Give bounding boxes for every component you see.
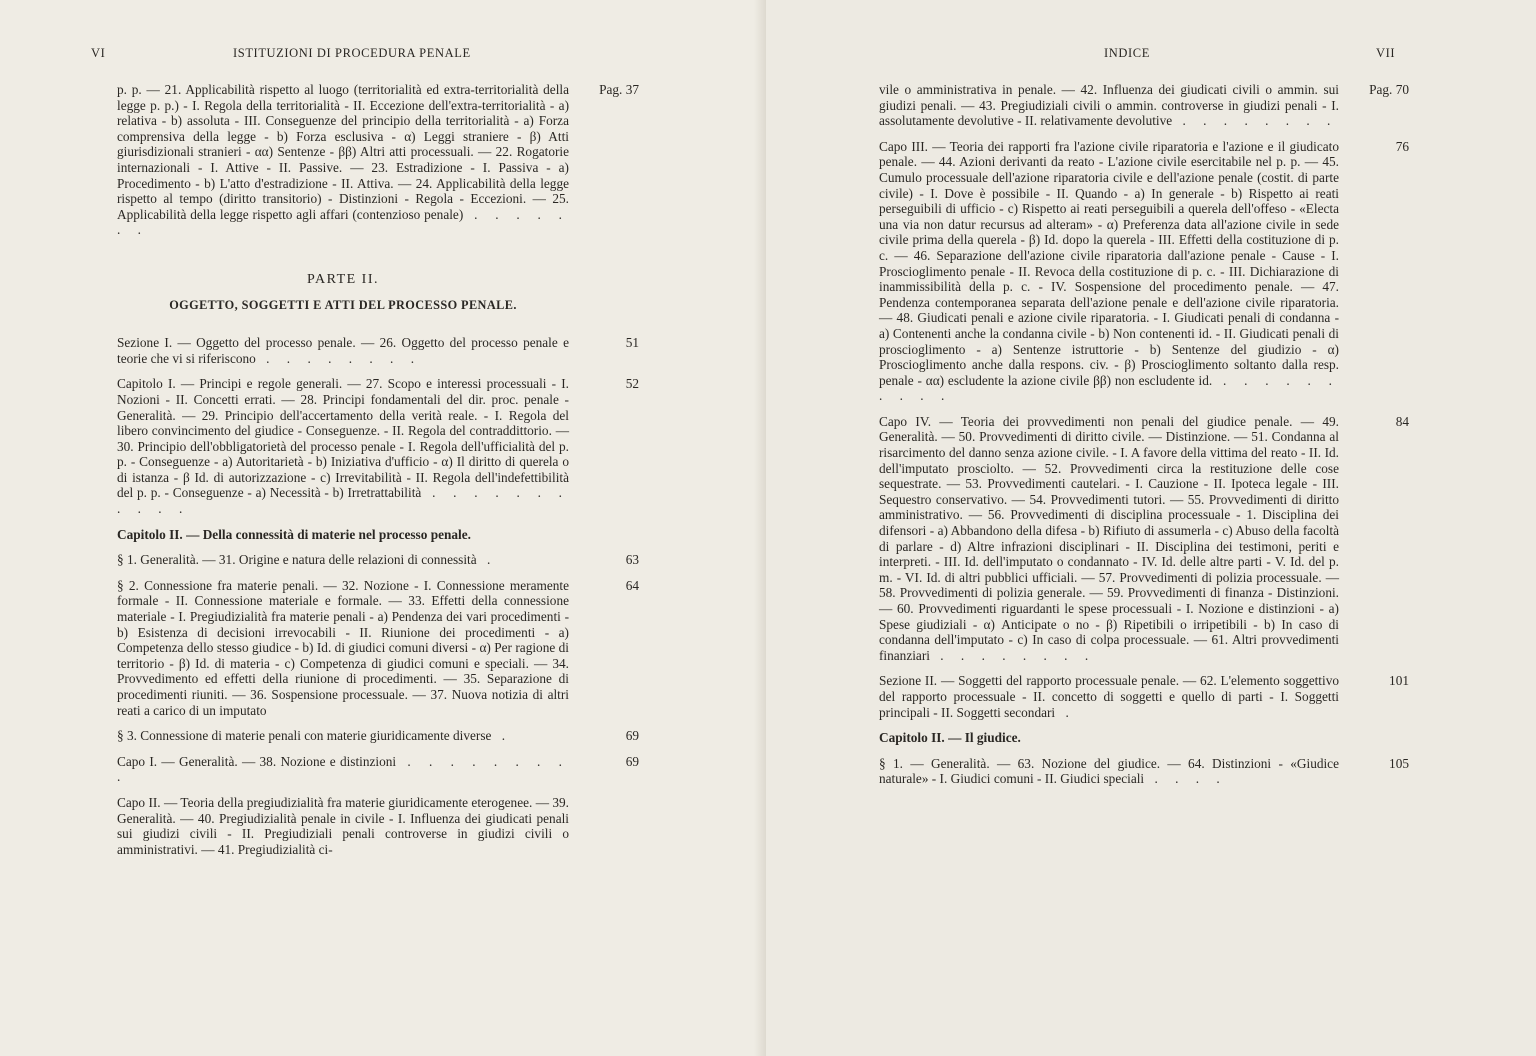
toc-entry-chapter-heading — [117, 527, 569, 543]
toc-entry-continuation: Pag. 37 p. p. — 21. Applicabilità rispetto al luogo (territorialità ed extra-territorialità della legge p. p.) - I. Regola della territorialità - II. Eccezione dell'extra-territorialità - a) relativa - b) assoluta - III. Conseguenze del principio della territorialità - a) Forza comprensiva della legge - b) Forza esclusiva - α) Leggi straniere - β) Atti giurisdizionali stranieri - αα) Sentenze - ββ) Altri atti processuali. — 22. Rogatorie internazionali - I. Attive - II. Passive. — 23. Estradizione - I. Passiva - a) Procedimento - b) L'atto d'estradizione - II. Attiva. — 24. Applicabilità della legge rispetto al tempo (diritto transitorio) - Distinzioni - Regola - Eccezioni. — 25. Applicabilità della legge rispetto agli affari (contenzioso penale) . . . . . . . — [117, 82, 639, 238]
right-running-head: INDICE — [1104, 46, 1150, 60]
toc-page-number: 64 — [625, 577, 639, 593]
toc-entry-text: § 3. Connessione di materie penali con materie giuridicamente diverse — [117, 728, 492, 744]
toc-entry-text: Capitolo II. — Della connessità di materie nel processo penale. — [117, 526, 471, 542]
toc-entry — [117, 577, 639, 718]
toc-entry-text: p. p. — 21. Applicabilità rispetto al luogo (territorialità ed extra-territorialità della legge p. p.) - I. Regola della territorialità - II. Eccezione dell'extra-territorialità - a) relativa - b) assoluta - III. Conseguenze del principio della territorialità - a) Forza comprensiva della legge - b) Forza esclusiva - α) Leggi straniere - β) Atti giurisdizionali stranieri - αα) Sentenze - ββ) Altri atti processuali. — 22. Rogatorie internazionali - I. Attive - II. Passive. — 23. Estradizione - I. Passiva - a) Procedimento - b) L'atto d'estradizione - II. Attiva. — 24. Applicabilità della legge rispetto al tempo (diritto transitorio) - Distinzioni - Regola - Eccezioni. — 25. Applicabilità della legge rispetto agli affari (contenzioso penale) — [117, 82, 569, 222]
left-page — [0, 0, 766, 1056]
toc-entry: 101 Sezione II. — Soggetti del rapporto processuale penale. — 62. L'elemento soggettivo del rapporto processuale - II. concetto di soggetti e quello di parti - I. Soggetti principali - II. Soggetti secondari . — [879, 673, 1409, 720]
right-page — [766, 0, 1536, 1056]
toc-page-number: 69 — [625, 753, 639, 769]
toc-entry-chapter-heading — [879, 730, 1339, 746]
toc-entry-text: Sezione I. — Oggetto del processo penale. — 26. Oggetto del processo penale e teorie che vi si riferiscono — [117, 335, 569, 366]
toc-page-number: 63 — [625, 552, 639, 568]
toc-entry: 69 § 3. Connessione di materie penali con materie giuridicamente diverse . — [117, 728, 639, 744]
toc-entry-text: Sezione II. — Soggetti del rapporto processuale penale. — 62. L'elemento soggettivo del rapporto processuale - II. concetto di soggetti e quello di parti - I. Soggetti principali - II. Soggetti secondari — [879, 673, 1339, 720]
right-toc-column — [879, 82, 1409, 797]
toc-entry-text: Capitolo II. — Il giudice. — [879, 730, 1021, 746]
toc-entry: 63 § 1. Generalità. — 31. Origine e natura delle relazioni di connessità . — [117, 552, 639, 568]
toc-entry — [117, 795, 569, 857]
toc-page-number: 84 — [1395, 413, 1409, 429]
part-label: PARTE II. — [306, 271, 380, 287]
toc-entry: 76 Capo III. — Teoria dei rapporti fra l'azione civile riparatoria e l'azione e il giudicato penale. — 44. Azioni derivanti da reato - L'azione civile esercitabile nel p. p. — 45. Cumulo processuale dell'azione riparatoria civile e dell'azione penale (costit. di parte civile) - I. Dove è possibile - II. Quando - a) In generale - b) Rispetto ai reati perseguibili di ufficio - c) Rispetto ai reati perseguibili a querela dell'offeso - «Electa una via non datur recursus ad alteram» - α) Preferenza data all'azione civile in sede civile prima della querela - β) Id. dopo la querela - III. Effetti della costituzione di p. c. — 46. Separazione dell'azione civile riparatoria dall'azione penale - Cause - I. Proscioglimento penale - II. Revoca della costituzione di p. c. - III. Dichiarazione di inammissibilità della p. c. - IV. Sospensione del procedimento penale. — 47. Pendenza contemporanea separata dell'azione penale e dell'azione civile riparatoria. — 48. Giudicati penali e azione civile riparatoria. - I. Giudicati penali di condanna - a) Contenenti anche la condanna civile - b) Non contenenti id. - II. Giudicati penali di proscioglimento - a) Sentenze istruttorie - b) Sentenze del giudizio - α) Proscioglimento anche dalla respons. civ. - β) Proscioglimento soltanto dalla resp. penale - αα) escludente la azione civile ββ) non escludente id. . . . . . . . . . . — [879, 138, 1409, 404]
toc-page-number: 76 — [1395, 138, 1409, 154]
toc-page-number: Pag. 70 — [1369, 82, 1409, 97]
toc-entry-text: Capo IV. — Teoria dei provvedimenti non penali del giudice penale. — 49. Generalità. — 50. Provvedimenti di diritto civile. — Distinzione. — 51. Condanna al risarcimento del danno senza azione civile. - I. A favore della vittima del reato - II. Id. dell'imputato prosciolto. — 52. Provvedimenti circa la restituzione delle cose sequestrate. — 53. Provvedimenti cautelari. - I. Cauzione - II. Ipoteca legale - III. Sequestro conservativo. — 54. Provvedimenti tutori. — 55. Provvedimenti di diritto amministrativo. — 56. Provvedimenti di disciplina processuale - 1. Disciplina dei difensori - a) Abbandono della difesa - b) Rifiuto di assumerla - c) Abuso della facoltà di parlare - d) Altre infrazioni disciplinari - II. Disciplina dei testimoni, periti e interpreti. - III. Id. dell'imputato o condannato - IV. Id. delle altre parti - V. Id. del p. m. - VI. Id. di altri pubblici ufficiali. — 57. Provvedimenti di polizia processuale. — 58. Provvedimenti di polizia generale. — 59. Provvedimenti di finanza - Distinzioni. — 60. Provvedimenti riguardanti le spese processuali - I. Nozione e distinzioni - a) Spese giudiziali - α) Anticipate o no - β) Ripetibili o irripetibili - b) In caso di condanna dell'imputato - c) In caso di colpa processuale. — 61. Altri provvedimenti finanziari — [879, 413, 1339, 663]
toc-page-number: 52 — [625, 376, 639, 392]
left-page-number: VI — [91, 46, 106, 60]
toc-entry-text: § 1. Generalità. — 31. Origine e natura delle relazioni di connessità — [117, 552, 477, 568]
toc-page-number: Pag. 37 — [599, 82, 639, 97]
toc-entry-text: vile o amministrativa in penale. — 42. Influenza dei giudicati civili o ammin. sui giudizi penali. — 43. Pregiudiziali civili o ammin. controverse in giudizi penali - I. assolutamente devolutive - II. relativamente devolutive — [879, 82, 1339, 129]
toc-entry-text: § 1. — Generalità. — 63. Nozione del giudice. — 64. Distinzioni - «Giudice naturale» - I. Giudici comuni - II. Giudici speciali — [879, 755, 1339, 787]
toc-entry-text: § 2. Connessione fra materie penali. — 32. Nozione - I. Connessione meramente formale - II. Connessione materiale e formale. — 33. Effetti della connessione materiale - I. Pregiudizialità fra materie penali - a) Pendenza dei vari procedimenti - b) Esistenza di decisioni irrevocabili - II. Riunione dei procedimenti - a) Competenza dello stesso giudice - b) Id. di giudici comuni diversi - α) Per ragione di territorio - β) Id. di materia - c) Competenza di giudici comuni e speciali. — 34. Provvedimento ed effetti della riunione di procedimenti. — 35. Separazione di procedimenti riuniti. — 36. Sospensione processuale. — 37. Nuova notizia di altri reati a carico di un imputato — [117, 577, 569, 718]
toc-entry-text: Capo III. — Teoria dei rapporti fra l'azione civile riparatoria e l'azione e il giudicato penale. — 44. Azioni derivanti da reato - L'azione civile esercitabile nel p. p. — 45. Cumulo processuale dell'azione riparatoria civile e dell'azione penale (costit. di parte civile) - I. Dove è possibile - II. Quando - a) In generale - b) Rispetto ai reati perseguibili di ufficio - c) Rispetto ai reati perseguibili a querela dell'offeso - «Electa una via non datur recursus ad alteram» - α) Preferenza data all'azione civile in sede civile prima della querela - β) Id. dopo la querela - III. Effetti della costituzione di p. c. — 46. Separazione dell'azione civile riparatoria dall'azione penale - Cause - I. Proscioglimento penale - II. Revoca della costituzione di p. c. - III. Dichiarazione di inammissibilità della p. c. - IV. Sospensione del procedimento penale. — 47. Pendenza contemporanea separata dell'azione penale e dell'azione civile riparatoria. — 48. Giudicati penali e azione civile riparatoria. - I. Giudicati penali di condanna - a) Contenenti anche la condanna civile - b) Non contenenti id. - II. Giudicati penali di proscioglimento - a) Sentenze istruttorie - b) Sentenze del giudizio - α) Proscioglimento anche dalla respons. civ. - β) Proscioglimento soltanto dalla resp. penale - αα) escludente la azione civile ββ) non escludente id. — [879, 138, 1339, 388]
left-toc-column — [117, 82, 639, 867]
toc-entry: 105 § 1. — Generalità. — 63. Nozione del giudice. — 64. Distinzioni - «Giudice naturale» - I. Giudici comuni - II. Giudici speciali . . . . — [879, 755, 1409, 787]
toc-entry-text: Capitolo I. — Principi e regole generali. — 27. Scopo e interessi processuali - I. Nozioni - II. Concetti errati. — 28. Principi fondamentali del dir. proc. penale - Generalità. — 29. Principio dell'accertamento della verità reale. - I. Regola del libero convincimento del giudice - Conseguenze. - II. Regola del contraddittorio. — 30. Principio dell'obbligatorietà del processo penale - I. Regola dell'ufficialità del p. p. - Conseguenze - a) Autoritarietà - b) Iniziativa d'ufficio - α) Il diritto di querela o di istanza - β Id. di autorizzazione - c) Irrevitabilità - II. Regola dell'indefettibilità del p. p. - Conseguenze - a) Necessità - b) Irretrattabilità — [117, 376, 569, 501]
toc-entry: 51 Sezione I. — Oggetto del processo penale. — 26. Oggetto del processo penale e teorie che vi si riferiscono . . . . . . . . — [117, 335, 639, 366]
toc-entry: 84 Capo IV. — Teoria dei provvedimenti non penali del giudice penale. — 49. Generalità. — 50. Provvedimenti di diritto civile. — Distinzione. — 51. Condanna al risarcimento del danno senza azione civile. - I. A favore della vittima del reato - II. Id. dell'imputato prosciolto. — 52. Provvedimenti circa la restituzione delle cose sequestrate. — 53. Provvedimenti cautelari. - I. Cauzione - II. Ipoteca legale - III. Sequestro conservativo. — 54. Provvedimenti tutori. — 55. Provvedimenti di diritto amministrativo. — 56. Provvedimenti di disciplina processuale - 1. Disciplina dei difensori - a) Abbandono della difesa - b) Rifiuto di assumerla - c) Abuso della facoltà di parlare - d) Altre infrazioni disciplinari - II. Disciplina dei testimoni, periti e interpreti. - III. Id. dell'imputato o condannato - IV. Id. delle altre parti - V. Id. del p. m. - VI. Id. di altri pubblici ufficiali. — 57. Provvedimenti di polizia processuale. — 58. Provvedimenti di polizia generale. — 59. Provvedimenti di finanza - Distinzioni. — 60. Provvedimenti riguardanti le spese processuali - I. Nozione e distinzioni - a) Spese giudiziali - α) Anticipate o no - β) Ripetibili o irripetibili - b) In caso di condanna dell'imputato - c) In caso di colpa processuale. — 61. Altri provvedimenti finanziari . . . . . . . . — [879, 413, 1409, 663]
toc-entry: 69 Capo I. — Generalità. — 38. Nozione e distinzioni . . . . . . . . . — [117, 753, 639, 785]
toc-page-number: 51 — [625, 335, 639, 351]
toc-page-number: 105 — [1389, 755, 1409, 771]
toc-page-number: 101 — [1389, 673, 1409, 689]
toc-entry-text: Capo II. — Teoria della pregiudizialità fra materie giuridicamente eterogenee. — 39. Generalità. — 40. Pregiudizialità penale in civile - I. Influenza dei giudicati penali sui giudizi civili - II. Pregiudiziali penali controverse in giudizi civili o amministrativi. — 41. Pregiudizialità ci- — [117, 794, 569, 857]
toc-page-number: 69 — [625, 728, 639, 744]
toc-entry: 52 Capitolo I. — Principi e regole generali. — 27. Scopo e interessi processuali - I. Nozioni - II. Concetti errati. — 28. Principi fondamentali del dir. proc. penale - Generalità. — 29. Principio dell'accertamento della verità reale. - I. Regola del libero convincimento del giudice - Conseguenze. - II. Regola del contraddittorio. — 30. Principio dell'obbligatorietà del processo penale - I. Regola dell'ufficialità del p. p. - Conseguenze - a) Autoritarietà - b) Iniziativa d'ufficio - α) Il diritto di querela o di istanza - β Id. di autorizzazione - c) Irrevitabilità - II. Regola dell'indefettibilità del p. p. - Conseguenze - a) Necessità - b) Irretrattabilità . . . . . . . . . . . — [117, 376, 639, 517]
part-title: OGGETTO, SOGGETTI E ATTI DEL PROCESSO PENALE. — [169, 297, 517, 312]
right-page-number: VII — [1376, 46, 1396, 60]
toc-entry: Pag. 70 vile o amministrativa in penale. — 42. Influenza dei giudicati civili o ammin. sui giudizi penali. — 43. Pregiudiziali civili o ammin. controverse in giudizi penali - I. assolutamente devolutive - II. relativamente devolutive . . . . . . . . — [879, 82, 1409, 129]
toc-entry-text: Capo I. — Generalità. — 38. Nozione e distinzioni — [117, 753, 397, 769]
left-running-head: ISTITUZIONI DI PROCEDURA PENALE — [233, 46, 471, 60]
